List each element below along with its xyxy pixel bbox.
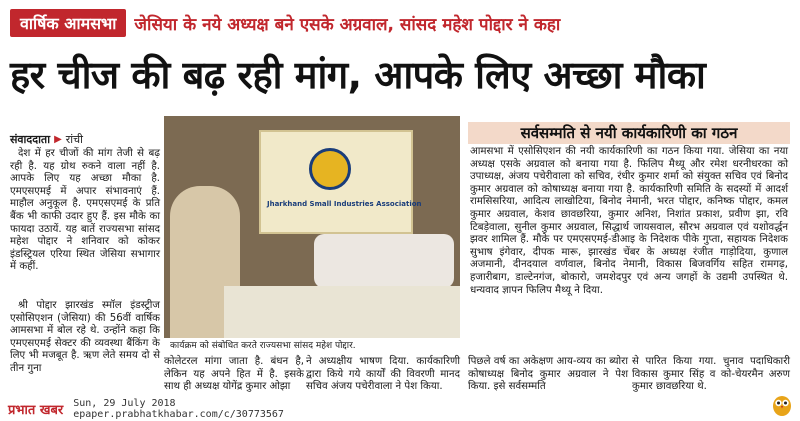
- left-paragraph-2: श्री पोद्दार झारखंड स्मॉल इंडस्ट्रीज एसोसिएशन (जेसिया) की 56वीं वार्षिक आमसभा में बोल रहे थे. उन्होंने कहा कि एमएसएमई सेक्टर की व्यवस्था बैंकिंग के लिए भी मजबूत है. ऋण लेते समय दो से तीन गुना: [10, 300, 160, 374]
- sidebar-body: [470, 146, 788, 297]
- kicker-row: [10, 8, 790, 38]
- footer: [0, 396, 800, 421]
- byline: [10, 132, 83, 147]
- dignitaries-figure: [314, 234, 454, 288]
- section-badge: वार्षिक आमसभा: [10, 9, 126, 37]
- sidebar-paragraph: आमसभा में एसोसिएशन की नयी कार्यकारिणी का गठन किया गया. जेसिया का नया अध्यक्ष एसके अग्रवाल को बनाया गया है. फिलिप मैथ्यू और रमेश धरनीधरका को उपाध्यक्ष, अंजय पचेरीवाला को सचिव, रंधीर कुमार शर्मा को संयुक्त सचिव एवं बिनोद कुमार अग्रवाल को कोषाध्यक्ष बनाया गया है. कार्यकारिणी समिति के सदस्यों में आदर्श रामसिसरिया, आदित्य लाखोटिया, बिनोद नेमानी, भरत पोद्दार, कनिष्क पोद्दार, कमल कुमार अग्रवाल, केशव छावछरिया, कुमार अनिश, निशांत प्रकाश, प्रवीण झा, रवि टिबड़ेवाला, सुनील कुमार अग्रवाल, सिद्धार्थ जायसवाल, सौरभ अग्रवाल एवं यशोवर्द्धन झवर शामिल हैं. मौके पर एमएसएमई-डीआइ के निदेशक पीके गुप्ता, सहायक निदेशक सुभाष इंगेवार, दीपक मारू, झारखंड चेंबर के अध्यक्ष रंजीत गाड़ोदिया, कुणाल अजमानी, दीनदयाल वर्णवाल, बिनोद नेमानी, विकास बिजवर्गिय सहित रामगढ़, हजारीबाग, डाल्टेनगंज, बोकारो, जमशेदपुर एवं अन्य जगहों के उद्यमी उपस्थित थे. धन्यवाद ज्ञापन फिलिप मैथ्यू ने दिया.: [470, 146, 788, 296]
- edition-meta: [73, 398, 284, 420]
- newspaper-brand: प्रभात खबर: [8, 402, 64, 418]
- byline-arrow-icon: ▶: [54, 134, 62, 145]
- edition-url[interactable]: epaper.prabhatkhabar.com/c/30773567: [73, 408, 284, 420]
- bottom-paragraph-5: से पारित किया गया. चुनाव पदाधिकारी विकास कुमार सिंह व को-चेयरमैन अरुण कुमार छावछरिया थे.: [632, 356, 790, 393]
- sidebar-heading: सर्वसम्मति से नयी कार्यकारिणी का गठन: [468, 122, 790, 144]
- bottom-paragraph-2: कोलेटरल मांगा जाता है. बंधन है, लेकिन यह अपने हित में है. इसके साथ ही अध्यक्ष योगेंद्र कुमार ओझा: [164, 356, 304, 393]
- banner-title: Jharkhand Small Industries Association: [267, 200, 422, 208]
- bottom-column-2: [164, 356, 304, 400]
- bottom-column-5: [632, 356, 790, 400]
- stage-table: [224, 286, 460, 338]
- left-column-bottom: [10, 300, 160, 376]
- photo-caption: कार्यक्रम को संबोधित करते राज्यसभा सांसद महेश पोद्दार.: [164, 338, 466, 354]
- association-logo-icon: [309, 148, 351, 190]
- event-photo: [164, 116, 460, 338]
- left-paragraph-1: देश में हर चीजों की मांग तेजी से बढ़ रही है. यह ग्रोथ रुकने वाला नहीं है. आपके लिए यह अच्छा मौका है. एमएसएमई में अपार संभावनाएं हैं. माहौल अनुकूल है. एमएसएमई के प्रति बैंक भी काफी उदार हुए हैं. इस मौके का फायदा उठायें. यह बातें राज्यसभा सांसद महेश पोद्दार ने शनिवार को कोकर इंडस्ट्रियल एरिया स्थित जेसिया सभागार में कहीं.: [10, 148, 160, 273]
- owl-mascot-icon: [772, 392, 792, 416]
- kicker-text: जेसिया के नये अध्यक्ष बने एसके अग्रवाल, सांसद महेश पोद्दार ने कहा: [134, 14, 561, 35]
- left-column-top: [10, 148, 160, 274]
- association-banner: [259, 130, 422, 234]
- bottom-column-3: [306, 356, 460, 400]
- byline-label: संवाददाता: [10, 133, 51, 146]
- edition-date: Sun, 29 July 2018: [73, 397, 176, 409]
- bottom-paragraph-3: ने अध्यक्षीय भाषण दिया. कार्यकारिणी द्वारा किये गये कार्यों की विवरणी मानद सचिव अंजय पचेरीवाला ने पेश किया.: [306, 356, 460, 393]
- headline: हर चीज की बढ़ रही मांग, आपके लिए अच्छा मौका: [10, 53, 706, 97]
- byline-place: रांची: [65, 133, 83, 146]
- bottom-paragraph-4: पिछले वर्ष का अकेक्षण आय-व्यय का ब्योरा कोषाध्यक्ष बिनोद कुमार अग्रवाल ने पेश किया. इसे सर्वसम्मति: [468, 356, 628, 393]
- bottom-column-4: [468, 356, 628, 400]
